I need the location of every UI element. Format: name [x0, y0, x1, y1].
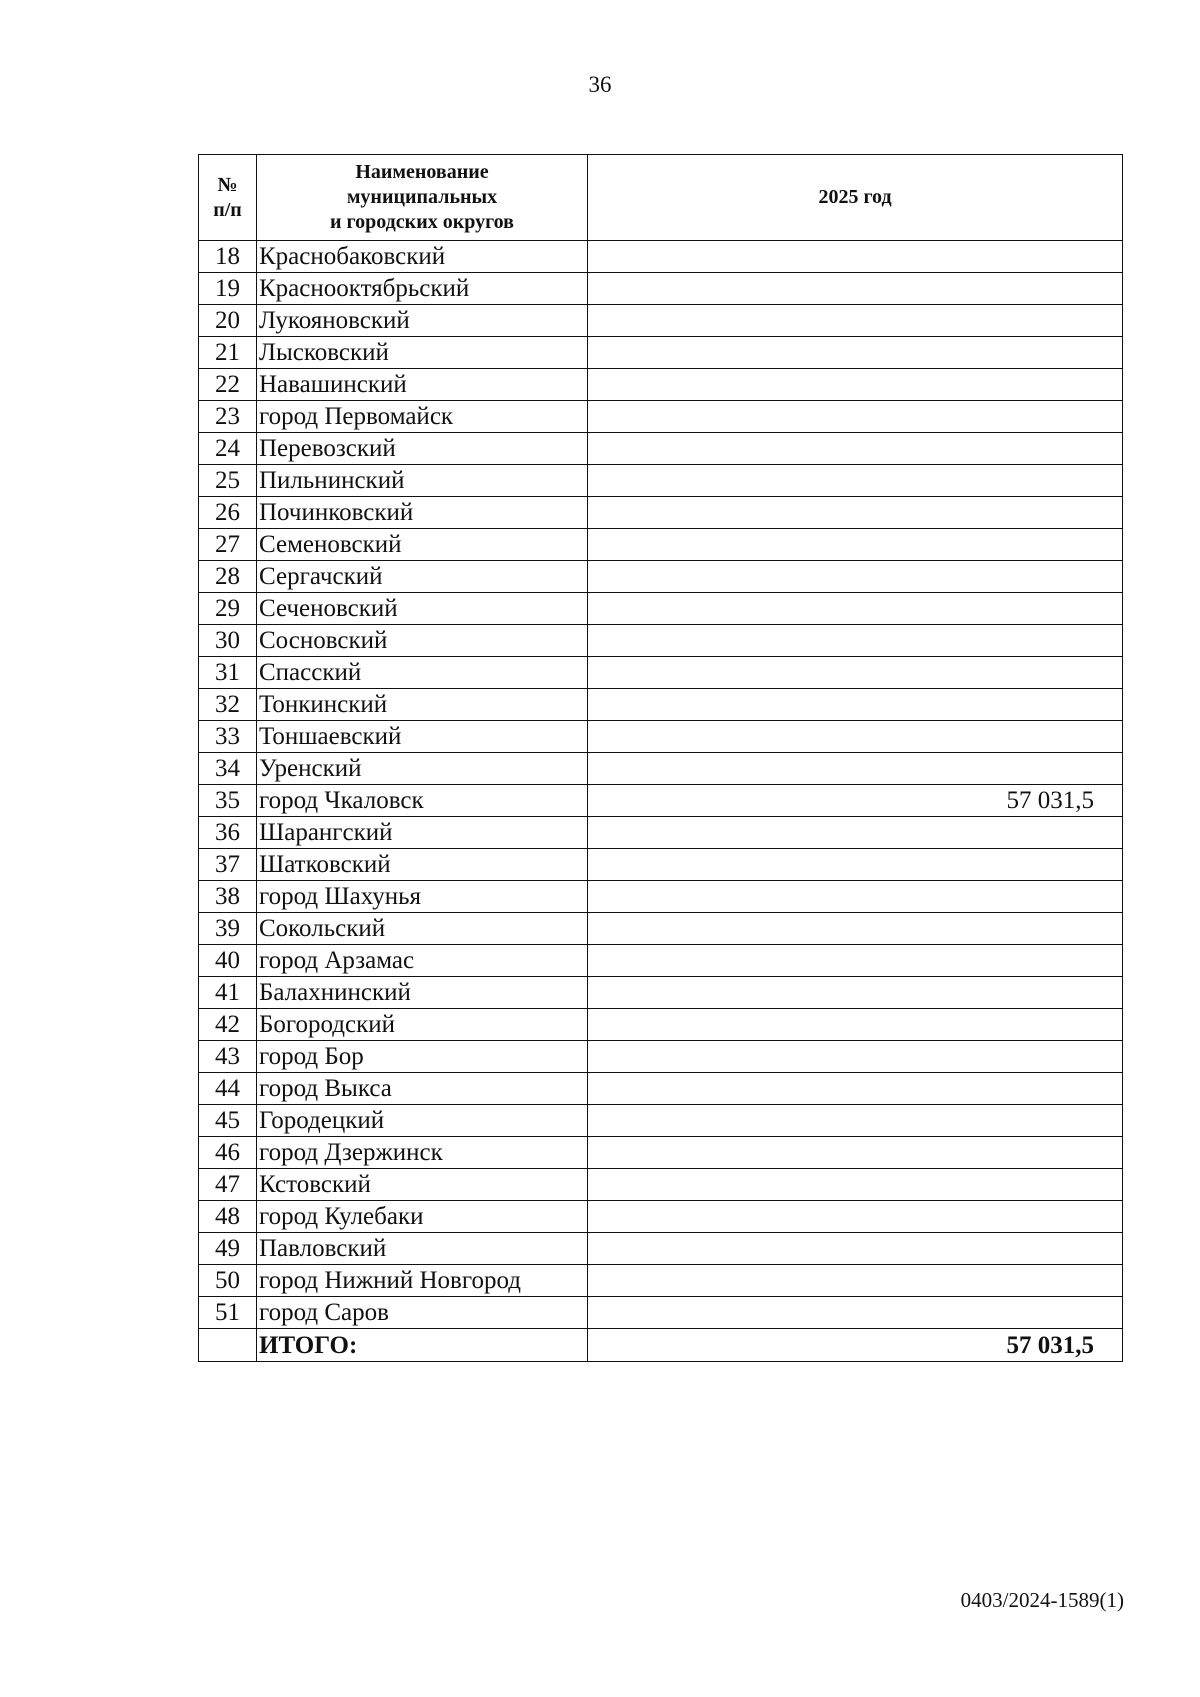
municipality-name: Шатковский — [257, 849, 588, 881]
amount-2025 — [588, 401, 1123, 433]
amount-2025 — [588, 817, 1123, 849]
header-number — [199, 155, 257, 241]
table-row — [199, 1041, 1123, 1073]
row-number: 43 — [199, 1041, 257, 1073]
table-row — [199, 977, 1123, 1009]
municipality-name: Кстовский — [257, 1169, 588, 1201]
row-number: 38 — [199, 881, 257, 913]
amount-2025 — [588, 849, 1123, 881]
table-row — [199, 465, 1123, 497]
row-number: 21 — [199, 337, 257, 369]
row-number: 51 — [199, 1297, 257, 1329]
row-number: 31 — [199, 657, 257, 689]
table-row — [199, 369, 1123, 401]
amount-2025 — [588, 753, 1123, 785]
table-row — [199, 913, 1123, 945]
table-row — [199, 1137, 1123, 1169]
municipality-name: Лукояновский — [257, 305, 588, 337]
row-number: 22 — [199, 369, 257, 401]
municipality-name: город Саров — [257, 1297, 588, 1329]
row-number: 46 — [199, 1137, 257, 1169]
row-number: 37 — [199, 849, 257, 881]
amount-2025 — [588, 529, 1123, 561]
table-row — [199, 305, 1123, 337]
municipality-name: Тоншаевский — [257, 721, 588, 753]
header-name — [257, 155, 588, 241]
table-header-row — [199, 155, 1123, 241]
table-row — [199, 1233, 1123, 1265]
municipality-name: Балахнинский — [257, 977, 588, 1009]
amount-2025 — [588, 1297, 1123, 1329]
municipality-name: Починковский — [257, 497, 588, 529]
table-row — [199, 753, 1123, 785]
amount-2025 — [588, 1009, 1123, 1041]
municipality-name: Тонкинский — [257, 689, 588, 721]
municipality-name: город Бор — [257, 1041, 588, 1073]
row-number: 50 — [199, 1265, 257, 1297]
row-number: 33 — [199, 721, 257, 753]
total-number-cell — [199, 1329, 257, 1362]
table-row — [199, 497, 1123, 529]
row-number: 42 — [199, 1009, 257, 1041]
amount-2025 — [588, 433, 1123, 465]
municipality-name: город Нижний Новгород — [257, 1265, 588, 1297]
table-row — [199, 337, 1123, 369]
amount-2025 — [588, 241, 1123, 273]
table-row — [199, 401, 1123, 433]
municipality-name: Семеновский — [257, 529, 588, 561]
municipality-name: Городецкий — [257, 1105, 588, 1137]
municipality-name: Шарангский — [257, 817, 588, 849]
page-number: 36 — [588, 72, 612, 97]
table-row — [199, 433, 1123, 465]
row-number: 40 — [199, 945, 257, 977]
municipality-name: Перевозский — [257, 433, 588, 465]
row-number: 28 — [199, 561, 257, 593]
amount-2025 — [588, 1041, 1123, 1073]
amount-2025 — [588, 881, 1123, 913]
amount-2025 — [588, 273, 1123, 305]
table-row — [199, 817, 1123, 849]
municipality-name: город Кулебаки — [257, 1201, 588, 1233]
table-row — [199, 1073, 1123, 1105]
row-number: 24 — [199, 433, 257, 465]
table-row — [199, 1009, 1123, 1041]
table-row — [199, 273, 1123, 305]
header-number-sign: № — [217, 173, 238, 196]
row-number: 30 — [199, 625, 257, 657]
amount-2025 — [588, 1105, 1123, 1137]
amount-2025 — [588, 625, 1123, 657]
amount-2025 — [588, 1073, 1123, 1105]
amount-2025 — [588, 465, 1123, 497]
municipality-name: Краснооктябрьский — [257, 273, 588, 305]
municipality-name: город Арзамас — [257, 945, 588, 977]
amount-2025 — [588, 369, 1123, 401]
municipality-name: Пильнинский — [257, 465, 588, 497]
row-number: 18 — [199, 241, 257, 273]
municipality-name: Навашинский — [257, 369, 588, 401]
municipality-name: город Выкса — [257, 1073, 588, 1105]
municipality-name: Спасский — [257, 657, 588, 689]
table-row — [199, 241, 1123, 273]
row-number: 39 — [199, 913, 257, 945]
amount-2025 — [588, 1169, 1123, 1201]
row-number: 32 — [199, 689, 257, 721]
municipality-name: Сеченовский — [257, 593, 588, 625]
row-number: 20 — [199, 305, 257, 337]
amount-2025 — [588, 561, 1123, 593]
municipality-name: город Первомайск — [257, 401, 588, 433]
total-row — [199, 1329, 1123, 1362]
row-number: 45 — [199, 1105, 257, 1137]
amount-2025 — [588, 337, 1123, 369]
municipality-name: Сергачский — [257, 561, 588, 593]
document-code: 0403/2024-1589(1) — [960, 1588, 1124, 1612]
allocation-table-container — [198, 154, 1122, 1362]
municipality-name: город Чкаловск — [257, 785, 588, 817]
municipality-name: Краснобаковский — [257, 241, 588, 273]
amount-2025 — [588, 1201, 1123, 1233]
allocation-table — [198, 154, 1123, 1362]
amount-2025 — [588, 593, 1123, 625]
table-body — [199, 241, 1123, 1329]
municipality-name: город Дзержинск — [257, 1137, 588, 1169]
municipality-name: Павловский — [257, 1233, 588, 1265]
table-row — [199, 689, 1123, 721]
municipality-name: Богородский — [257, 1009, 588, 1041]
row-number: 29 — [199, 593, 257, 625]
municipality-name: Сокольский — [257, 913, 588, 945]
amount-2025 — [588, 1233, 1123, 1265]
row-number: 49 — [199, 1233, 257, 1265]
table-row — [199, 1297, 1123, 1329]
row-number: 35 — [199, 785, 257, 817]
total-value: 57 031,5 — [588, 1329, 1123, 1362]
header-name-line-2: муниципальных — [346, 186, 498, 208]
row-number: 47 — [199, 1169, 257, 1201]
municipality-name: город Шахунья — [257, 881, 588, 913]
row-number: 25 — [199, 465, 257, 497]
row-number: 36 — [199, 817, 257, 849]
table-row — [199, 881, 1123, 913]
header-number-abbr: п/п — [213, 198, 242, 221]
table-row — [199, 849, 1123, 881]
row-number: 19 — [199, 273, 257, 305]
amount-2025 — [588, 497, 1123, 529]
municipality-name: Уренский — [257, 753, 588, 785]
row-number: 26 — [199, 497, 257, 529]
amount-2025 — [588, 689, 1123, 721]
header-year: 2025 год — [588, 155, 1123, 241]
amount-2025 — [588, 977, 1123, 1009]
amount-2025 — [588, 945, 1123, 977]
row-number: 48 — [199, 1201, 257, 1233]
row-number: 41 — [199, 977, 257, 1009]
table-row — [199, 1265, 1123, 1297]
amount-2025 — [588, 1265, 1123, 1297]
municipality-name: Сосновский — [257, 625, 588, 657]
amount-2025 — [588, 305, 1123, 337]
table-row — [199, 561, 1123, 593]
table-row — [199, 721, 1123, 753]
table-row — [199, 1201, 1123, 1233]
amount-2025 — [588, 1137, 1123, 1169]
amount-2025 — [588, 913, 1123, 945]
amount-2025 — [588, 721, 1123, 753]
table-row — [199, 945, 1123, 977]
amount-2025 — [588, 657, 1123, 689]
table-row — [199, 1105, 1123, 1137]
table-row — [199, 657, 1123, 689]
table-row — [199, 625, 1123, 657]
row-number: 27 — [199, 529, 257, 561]
row-number: 44 — [199, 1073, 257, 1105]
header-name-line-3: и городских округов — [330, 211, 514, 233]
row-number: 34 — [199, 753, 257, 785]
total-label: ИТОГО: — [257, 1329, 588, 1362]
amount-2025: 57 031,5 — [588, 785, 1123, 817]
header-name-line-1: Наименование — [355, 161, 489, 183]
municipality-name: Лысковский — [257, 337, 588, 369]
row-number: 23 — [199, 401, 257, 433]
table-row — [199, 1169, 1123, 1201]
table-row — [199, 529, 1123, 561]
table-row — [199, 593, 1123, 625]
table-row — [199, 785, 1123, 817]
